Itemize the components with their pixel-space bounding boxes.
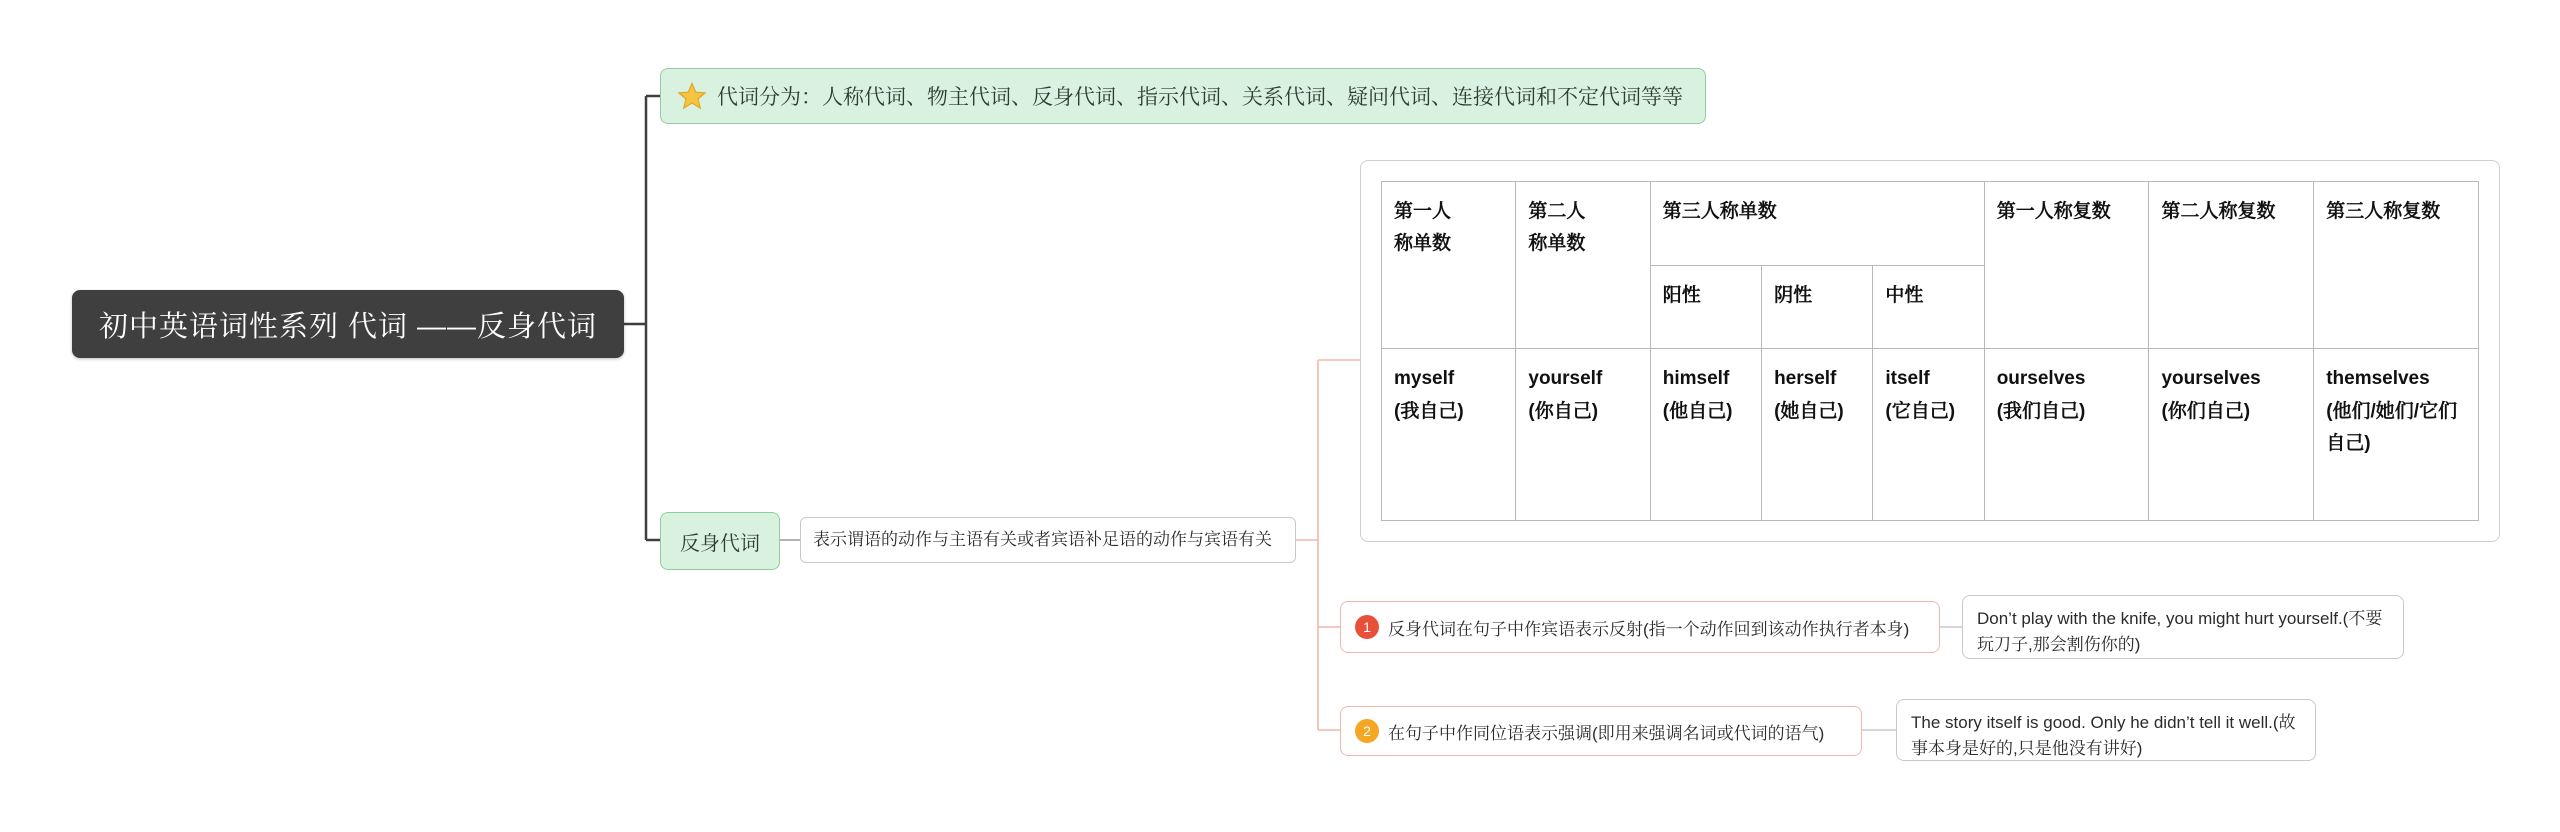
header-third-person-plural [2314,182,2479,349]
header-first-person-singular [1382,182,1516,349]
pronoun-word: itself [1885,368,1930,390]
pronoun-word: myself [1394,368,1455,390]
reflexive-node[interactable] [660,512,780,570]
pronoun-word: herself [1774,368,1837,390]
cell-himself [1650,349,1761,521]
cell-ourselves [1984,349,2149,521]
usage-1-box[interactable] [1340,601,1940,653]
reflexive-label: 反身代词 [680,532,760,555]
root-node[interactable] [72,290,624,358]
usage-2-example-box[interactable] [1896,699,2316,761]
cell-herself [1762,349,1873,521]
usage-2-box[interactable] [1340,706,1862,756]
header-text: 第一人 [1394,201,1452,222]
cell-yourself [1516,349,1650,521]
header-feminine [1762,265,1873,349]
header-text: 中性 [1885,284,1924,306]
header-third-person-singular [1650,182,1984,266]
usage-1-example-text: Don’t play with the knife, you might hurt yourself.(不要玩刀子,那会割伤你的) [1977,609,2383,654]
header-text: 称单数 [1528,233,1586,255]
table-row [1382,349,2479,521]
header-text: 第二人 [1528,201,1586,222]
pronoun-word: yourself [1528,368,1603,390]
header-text: 第三人称复数 [2326,201,2441,222]
reflexive-definition-box[interactable] [800,517,1296,563]
usage-1-text: 反身代词在句子中作宾语表示反射(指一个动作回到该动作执行者本身) [1388,619,1910,639]
header-text: 第一人称复数 [1996,201,2111,222]
usage-2-example-text: The story itself is good. Only he didn’t tell it well.(故事本身是好的,只是他没有讲好) [1911,713,2296,758]
pronoun-meaning: (你自己) [1528,400,1599,422]
header-second-person-plural [2149,182,2314,349]
classification-text: 代词分为：人称代词、物主代词、反身代词、指示代词、关系代词、疑问代词、连接代词和不定代词等等 [717,86,1683,109]
reflexive-pronoun-table[interactable] [1360,160,2500,542]
header-text: 阴性 [1774,284,1813,306]
pronoun-meaning: (她自己) [1774,400,1844,422]
classification-node[interactable] [660,68,1706,124]
pronoun-meaning: (我们自己) [1996,400,2086,422]
header-first-person-plural [1984,182,2149,349]
header-text: 第二人称复数 [2161,201,2276,222]
header-neuter [1873,265,1984,349]
pronoun-word: themselves [2326,368,2430,390]
reflexive-definition-text: 表示谓语的动作与主语有关或者宾语补足语的动作与宾语有关 [813,529,1272,549]
header-text: 阳性 [1662,284,1701,306]
cell-itself [1873,349,1984,521]
badge-number-1: 1 [1355,615,1379,639]
cell-yourselves [2149,349,2314,521]
badge-number-2: 2 [1355,719,1379,743]
pronoun-word: ourselves [1996,368,2086,390]
pronoun-word: himself [1662,368,1730,390]
pronoun-meaning: (你们自己) [2161,400,2251,422]
cell-myself [1382,349,1516,521]
star-icon [677,81,707,111]
pronoun-meaning: (他们/她们/它们自己) [2326,400,2458,454]
pronoun-meaning: (他自己) [1662,400,1733,422]
pronoun-word: yourselves [2161,368,2261,390]
page-title: 初中英语词性系列 代词 ——反身代词 [98,310,598,343]
header-text: 第三人称单数 [1662,201,1777,222]
usage-1-example-box[interactable] [1962,595,2404,659]
pronoun-meaning: (它自己) [1885,400,1956,422]
header-text: 称单数 [1394,233,1452,255]
pronoun-meaning: (我自己) [1394,400,1464,422]
header-masculine [1650,265,1761,349]
header-second-person-singular [1516,182,1650,349]
table-row [1382,182,2479,266]
cell-themselves [2314,349,2479,521]
usage-2-text: 在句子中作同位语表示强调(即用来强调名词或代词的语气) [1388,723,1825,743]
